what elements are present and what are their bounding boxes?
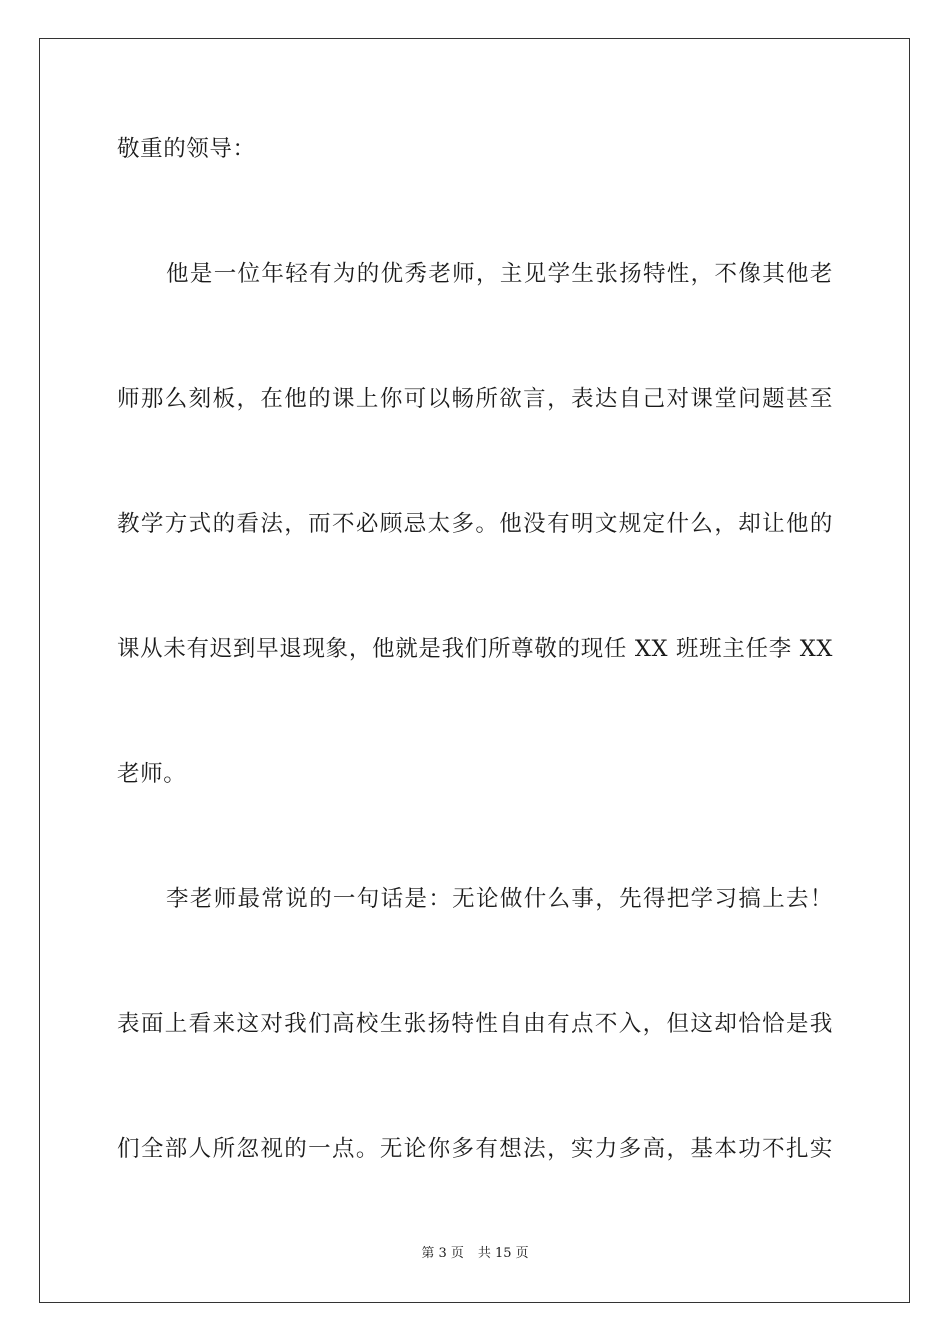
page-total: 共 15 页: [477, 1246, 529, 1261]
paragraph-1-line-5: 老师。: [117, 761, 187, 787]
paragraph-1-line-1: 他是一位年轻有为的优秀老师，主见学生张扬特性，不像其他老: [166, 261, 833, 287]
paragraph-2-line-3: 们全部人所忽视的一点。无论你多有想法，实力多高，基本功不扎实: [117, 1136, 833, 1162]
page-border: [39, 38, 910, 1303]
paragraph-1-line-2: 师那么刻板，在他的课上你可以畅所欲言，表达自己对课堂问题甚至: [117, 386, 833, 412]
paragraph-2-line-1: 李老师最常说的一句话是：无论做什么事，先得把学习搞上去！: [166, 886, 833, 912]
salutation: 敬重的领导：: [117, 136, 256, 162]
paragraph-1-line-3: 教学方式的看法，而不必顾忌太多。他没有明文规定什么，却让他的: [117, 511, 833, 537]
paragraph-2-line-2: 表面上看来这对我们高校生张扬特性自由有点不入，但这却恰恰是我: [117, 1011, 833, 1037]
paragraph-1-line-4: 课从未有迟到早退现象，他就是我们所尊敬的现任 XX 班班主任李 XX: [117, 636, 833, 662]
page-footer: [0, 1245, 950, 1263]
page-number: 第 3 页: [421, 1246, 464, 1261]
